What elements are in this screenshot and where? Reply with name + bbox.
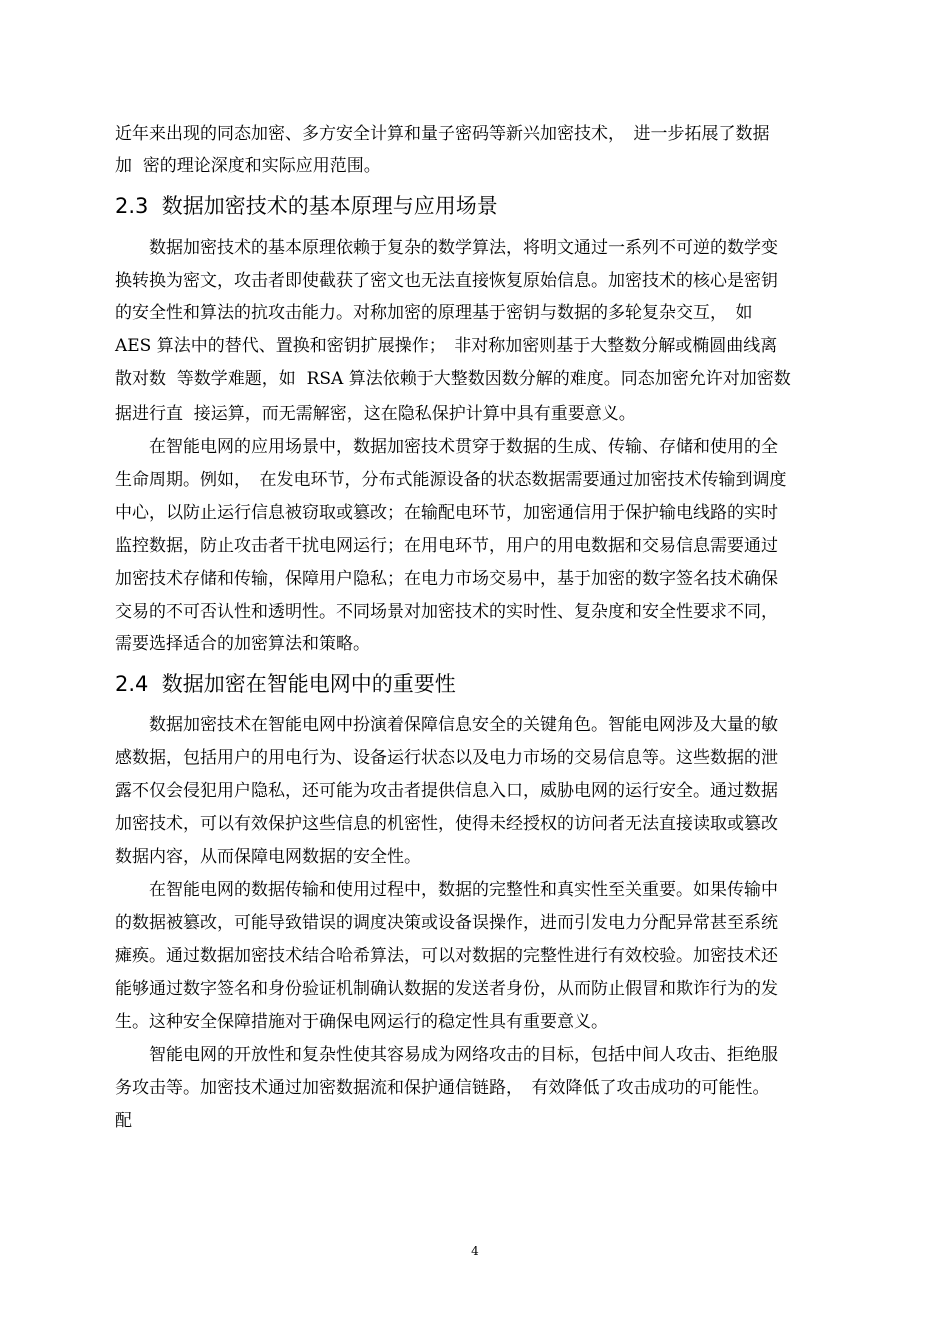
s23-p1-line-6: 据进行直 接运算，而无需解密，这在隐私保护计算中具有重要意义。	[115, 404, 636, 424]
s24-p3-line-3: 配	[115, 1111, 132, 1131]
section-2-4-heading: 2.4 数据加密在智能电网中的重要性	[115, 672, 456, 696]
s23-p1-line-4: AES 算法中的替代、置换和密钥扩展操作； 非对称加密则基于大整数分解或椭圆曲线离	[115, 336, 778, 356]
s24-p3-line-1: 智能电网的开放性和复杂性使其容易成为网络攻击的目标，包括中间人攻击、拒绝服	[115, 1045, 778, 1065]
s24-p2-line-2: 的数据被篡改，可能导致错误的调度决策或设备误操作，进而引发电力分配异常甚至系统	[115, 913, 778, 933]
s24-p1-line-1: 数据加密技术在智能电网中扮演着保障信息安全的关键角色。智能电网涉及大量的敏	[115, 715, 778, 735]
s24-p2-line-1: 在智能电网的数据传输和使用过程中，数据的完整性和真实性至关重要。如果传输中	[115, 880, 778, 900]
s23-p1-line-5: 散对数 等数学难题，如 RSA 算法依赖于大整数因数分解的难度。同态加密允许对加密数	[115, 369, 791, 389]
s23-p2-line-7: 需要选择适合的加密算法和策略。	[115, 634, 370, 654]
s24-p3-line-2: 务攻击等。加密技术通过加密数据流和保护通信链路， 有效降低了攻击成功的可能性。	[115, 1078, 770, 1098]
section-2-3-heading: 2.3 数据加密技术的基本原理与应用场景	[115, 194, 498, 218]
s23-p2-line-2: 生命周期。例如， 在发电环节，分布式能源设备的状态数据需要通过加密技术传输到调度	[115, 470, 787, 490]
intro-line-2: 加 密的理论深度和实际应用范围。	[115, 156, 381, 176]
s23-p1-line-1: 数据加密技术的基本原理依赖于复杂的数学算法，将明文通过一系列不可逆的数学变	[115, 238, 778, 258]
s24-p1-line-2: 感数据，包括用户的用电行为、设备运行状态以及电力市场的交易信息等。这些数据的泄	[115, 748, 778, 768]
s24-p2-line-4: 能够通过数字签名和身份验证机制确认数据的发送者身份，从而防止假冒和欺诈行为的发	[115, 979, 778, 999]
s23-p1-line-3: 的安全性和算法的抗攻击能力。对称加密的原理基于密钥与数据的多轮复杂交互， 如	[115, 303, 753, 323]
s23-p2-line-6: 交易的不可否认性和透明性。不同场景对加密技术的实时性、复杂度和安全性要求不同，	[115, 602, 778, 622]
s23-p2-line-3: 中心，以防止运行信息被窃取或篡改；在输配电环节，加密通信用于保护输电线路的实时	[115, 503, 778, 523]
s23-p1-line-2: 换转换为密文，攻击者即使截获了密文也无法直接恢复原始信息。加密技术的核心是密钥	[115, 271, 778, 291]
s23-p2-line-4: 监控数据，防止攻击者干扰电网运行；在用电环节，用户的用电数据和交易信息需要通过	[115, 536, 778, 556]
s23-p2-line-5: 加密技术存储和传输，保障用户隐私；在电力市场交易中，基于加密的数字签名技术确保	[115, 569, 778, 589]
s23-p2-line-1: 在智能电网的应用场景中，数据加密技术贯穿于数据的生成、传输、存储和使用的全	[115, 437, 778, 457]
s24-p1-line-5: 数据内容，从而保障电网数据的安全性。	[115, 847, 421, 867]
s24-p1-line-3: 露不仅会侵犯用户隐私，还可能为攻击者提供信息入口，威胁电网的运行安全。通过数据	[115, 781, 778, 801]
intro-line-1: 近年来出现的同态加密、多方安全计算和量子密码等新兴加密技术， 进一步拓展了数据	[115, 124, 770, 144]
s24-p2-line-5: 生。这种安全保障措施对于确保电网运行的稳定性具有重要意义。	[115, 1012, 608, 1032]
s24-p1-line-4: 加密技术，可以有效保护这些信息的机密性，使得未经授权的访问者无法直接读取或篡改	[115, 814, 778, 834]
s24-p2-line-3: 瘫痪。通过数据加密技术结合哈希算法，可以对数据的完整性进行有效校验。加密技术还	[115, 946, 778, 966]
page-number: 4	[471, 1244, 479, 1258]
